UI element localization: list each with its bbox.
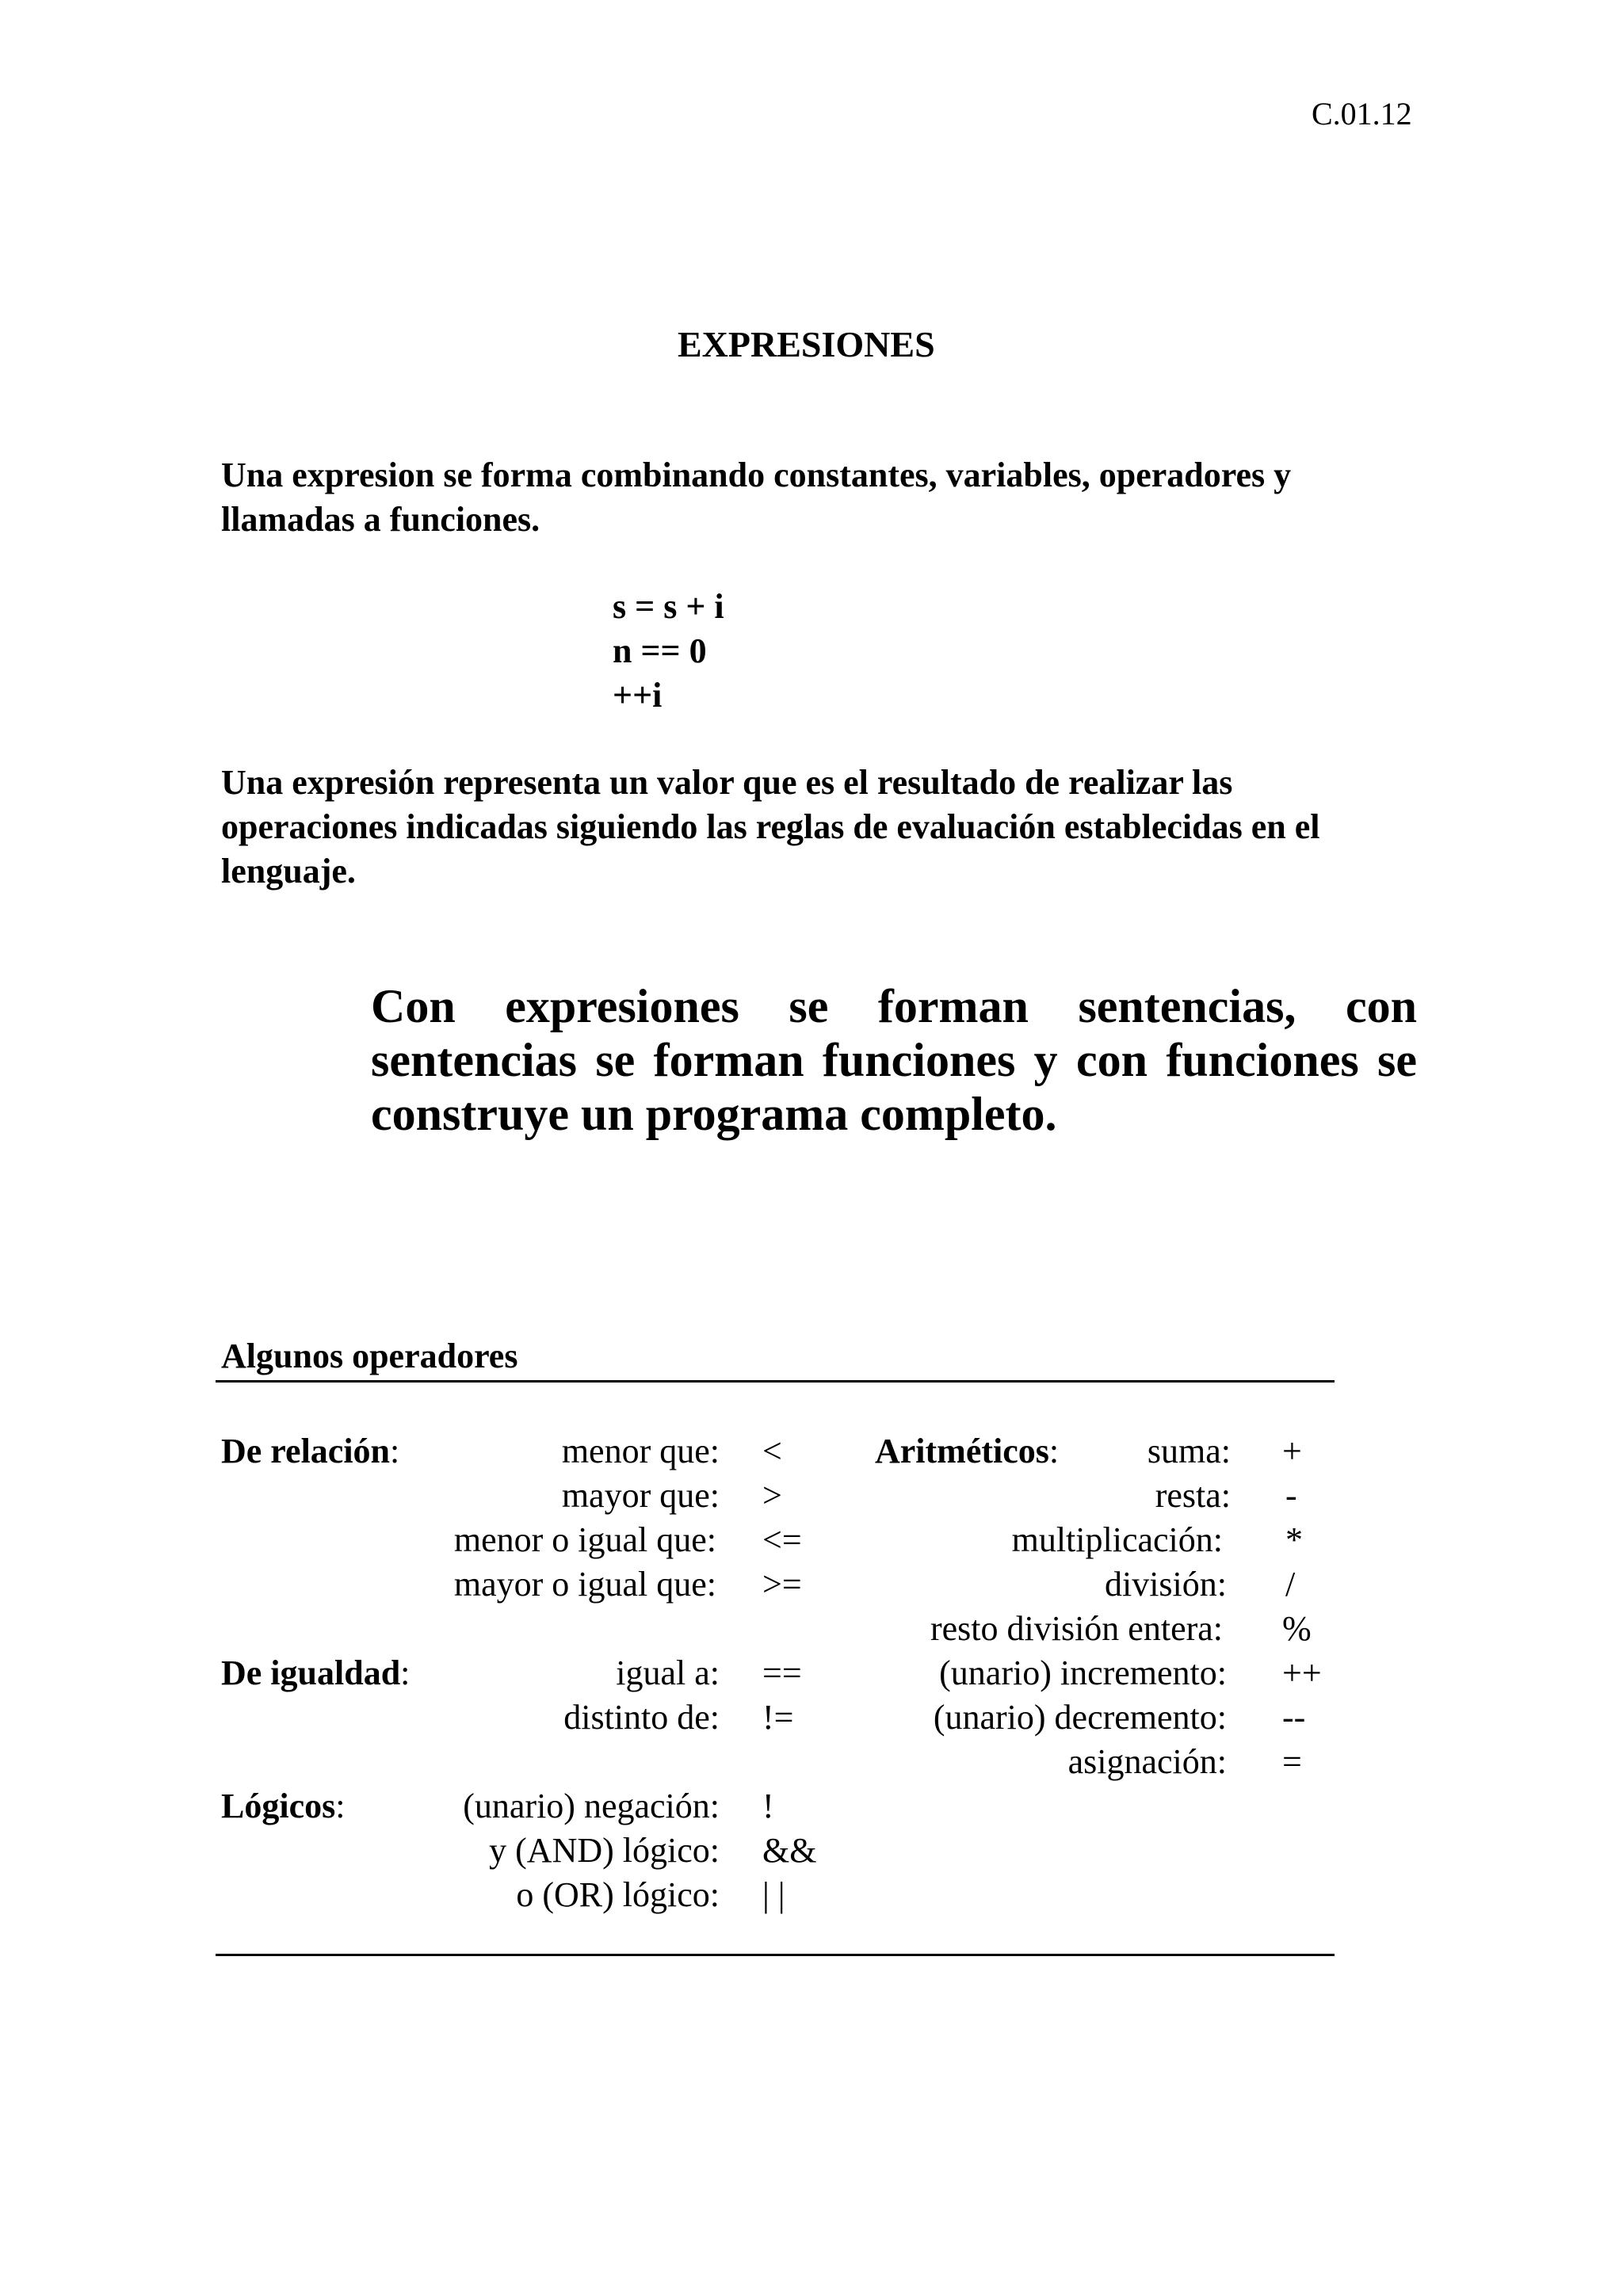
operator-symbol: / [1285, 1565, 1296, 1604]
top-rule [216, 1380, 1335, 1383]
operator-symbol: % [1282, 1609, 1312, 1648]
operator-symbol: == [762, 1653, 802, 1692]
operator-label: distinto de: [563, 1698, 720, 1737]
definition-paragraph: Una expresión representa un valor que es el resultado de realizar las operaciones indicadas siguiendo las reglas de evaluación establecidas en el lenguaje. [221, 763, 1320, 891]
operator-label: mayor que: [561, 1476, 720, 1515]
bottom-rule [216, 1954, 1335, 1956]
operator-label: menor que: [561, 1432, 720, 1470]
operator-symbol: | | [762, 1875, 785, 1914]
operator-symbol: ++ [1282, 1653, 1322, 1692]
operator-symbol: != [762, 1698, 794, 1737]
category-aritmeticos: Aritméticos: [875, 1432, 1060, 1470]
operator-symbol: ! [762, 1787, 774, 1825]
operator-label: suma: [1147, 1432, 1231, 1470]
operator-label: resta: [1155, 1476, 1231, 1515]
operator-symbol: -- [1282, 1698, 1306, 1737]
highlight-statement: Con expresiones se forman sentencias, con sentencias se forman funciones y con funciones se construye un programa completo. [371, 980, 1417, 1140]
operator-symbol: * [1285, 1520, 1303, 1559]
operator-symbol: && [762, 1831, 817, 1870]
operator-label: asignación: [1067, 1742, 1227, 1781]
operator-symbol: - [1285, 1476, 1297, 1515]
category-igualdad: De igualdad: [221, 1653, 411, 1692]
operator-label: mayor o igual que: [453, 1565, 716, 1604]
operator-label: igual a: [616, 1653, 720, 1692]
operator-label: multiplicación: [1011, 1520, 1223, 1559]
operator-label: y (AND) lógico: [489, 1831, 720, 1870]
operators-section-title: Algunos operadores [221, 1337, 518, 1375]
intro-paragraph: Una expresion se forma combinando constantes, variables, operadores y llamadas a funciones. [221, 456, 1292, 539]
example-expression-2: n == 0 [613, 631, 707, 670]
operator-label: (unario) decremento: [933, 1698, 1227, 1737]
operator-label: resto división entera: [930, 1609, 1223, 1648]
example-expression-3: ++i [613, 676, 663, 715]
operator-label: (unario) incremento: [939, 1653, 1227, 1692]
operator-label: división: [1104, 1565, 1227, 1604]
operator-symbol: <= [762, 1520, 802, 1559]
category-logicos: Lógicos: [221, 1787, 346, 1825]
operator-label: (unario) negación: [463, 1787, 720, 1825]
operator-symbol: > [762, 1476, 782, 1515]
example-expression-1: s = s + i [613, 587, 724, 626]
operator-symbol: >= [762, 1565, 802, 1604]
operator-label: menor o igual que: [453, 1520, 716, 1559]
operator-symbol: + [1282, 1432, 1302, 1470]
page-title: EXPRESIONES [678, 324, 935, 364]
operator-symbol: < [762, 1432, 782, 1470]
operator-label: o (OR) lógico: [516, 1875, 720, 1914]
operator-symbol: = [1282, 1742, 1302, 1781]
page-code: C.01.12 [1312, 96, 1412, 132]
category-relacion: De relación: [221, 1432, 400, 1470]
